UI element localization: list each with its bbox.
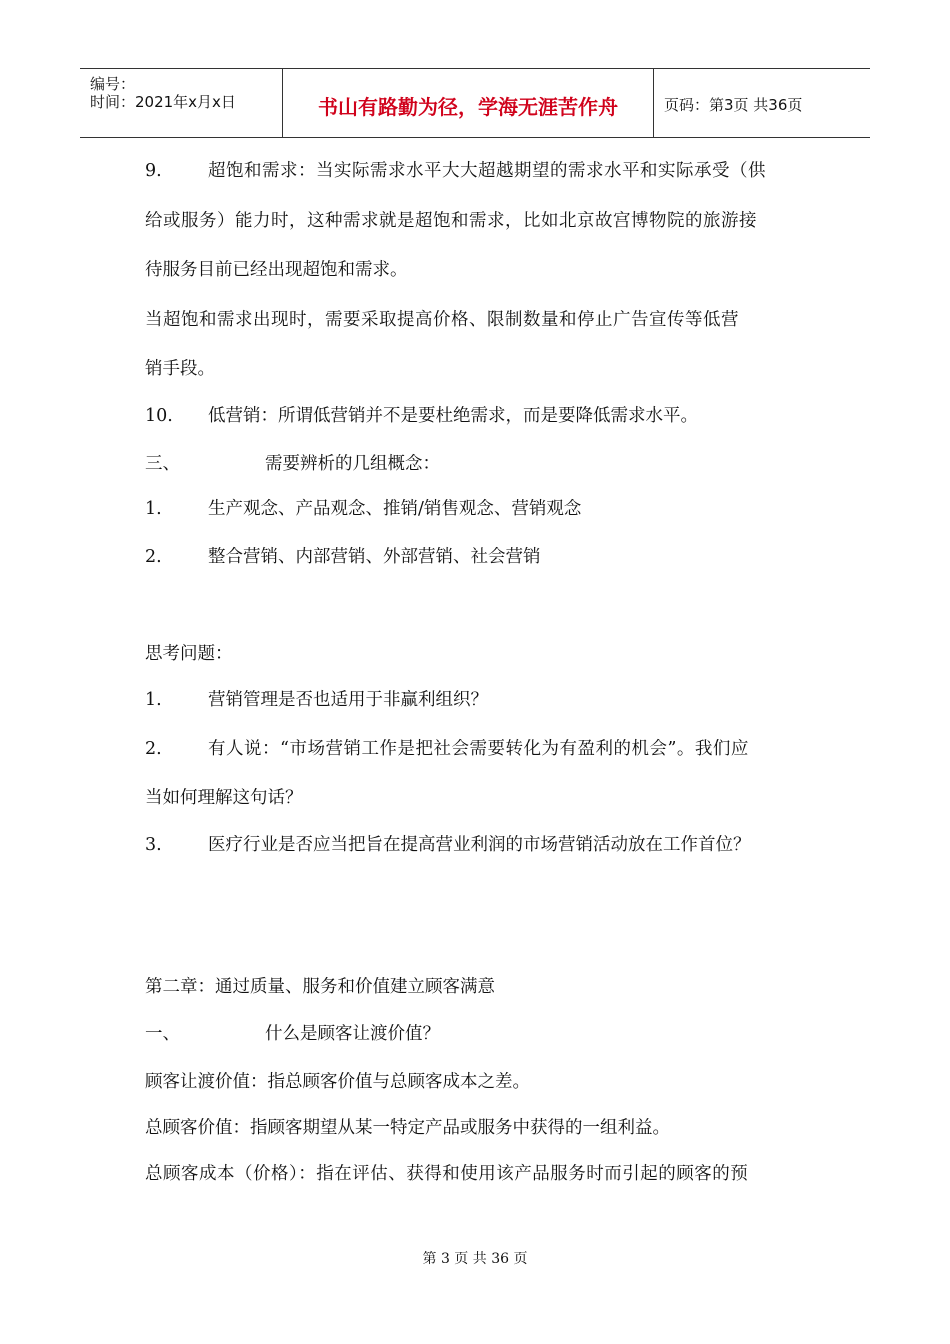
question2-line2: 当如何理解这句话？: [145, 788, 303, 808]
item9-line3: 待服务目前已经出现超饱和需求。: [145, 260, 408, 280]
question1-text: 营销管理是否也适用于非赢利组织？: [208, 690, 488, 710]
header-motto-cell: [282, 69, 654, 137]
item9-number: 9.: [145, 161, 162, 181]
s3-item1-text: 生产观念、产品观念、推销/销售观念、营销观念: [208, 499, 582, 519]
item10-text: 低营销：所谓低营销并不是要杜绝需求，而是要降低需求水平。: [208, 406, 698, 426]
question3-number: 3.: [145, 835, 162, 855]
section3-number: 三、: [145, 454, 180, 474]
s3-item1-number: 1.: [145, 499, 162, 519]
question3-text: 医疗行业是否应当把旨在提高营业利润的市场营销活动放在工作首位？: [208, 835, 751, 855]
definition-customer-delivered-value: 顾客让渡价值：指总顾客价值与总顾客成本之差。: [145, 1072, 530, 1092]
section3-heading: 需要辨析的几组概念：: [265, 454, 440, 474]
paragraph-line1: 当超饱和需求出现时，需要采取提高价格、限制数量和停止广告宣传等低营: [145, 310, 739, 330]
page-code: 页码：第3页 共36页: [664, 96, 803, 114]
item9-line2: 给或服务）能力时，这种需求就是超饱和需求，比如北京故宫博物院的旅游接: [145, 211, 757, 231]
definition-total-customer-cost: 总顾客成本（价格）：指在评估、获得和使用该产品服务时而引起的顾客的预: [145, 1164, 749, 1184]
question2-line1: 有人说：“市场营销工作是把社会需要转化为有盈利的机会”。我们应: [208, 739, 749, 759]
c2-section1-number: 一、: [145, 1024, 180, 1044]
item10-number: 10.: [145, 406, 173, 426]
question1-number: 1.: [145, 690, 162, 710]
date-line: 时间：2021年x月x日: [90, 93, 236, 111]
definition-total-customer-value: 总顾客价值：指顾客期望从某一特定产品或服务中获得的一组利益。: [145, 1118, 670, 1138]
chapter2-title: 第二章：通过质量、服务和价值建立顾客满意: [145, 977, 495, 997]
c2-section1-heading: 什么是顾客让渡价值？: [265, 1024, 440, 1044]
item9-line1: 超饱和需求：当实际需求水平大大超越期望的需求水平和实际承受（供: [208, 161, 766, 181]
question2-number: 2.: [145, 739, 162, 759]
header-meta-cell: [80, 69, 282, 137]
paragraph-line2: 销手段。: [145, 359, 215, 379]
motto: 书山有路勤为径，学海无涯苦作舟: [318, 95, 618, 119]
questions-title: 思考问题：: [145, 644, 233, 664]
header-page-cell: [654, 69, 870, 137]
s3-item2-text: 整合营销、内部营销、外部营销、社会营销: [208, 547, 541, 567]
s3-item2-number: 2.: [145, 547, 162, 567]
page-footer: 第 3 页 共 36 页: [422, 1251, 528, 1267]
serial-label: 编号：: [90, 75, 136, 93]
document-header: [80, 68, 870, 138]
